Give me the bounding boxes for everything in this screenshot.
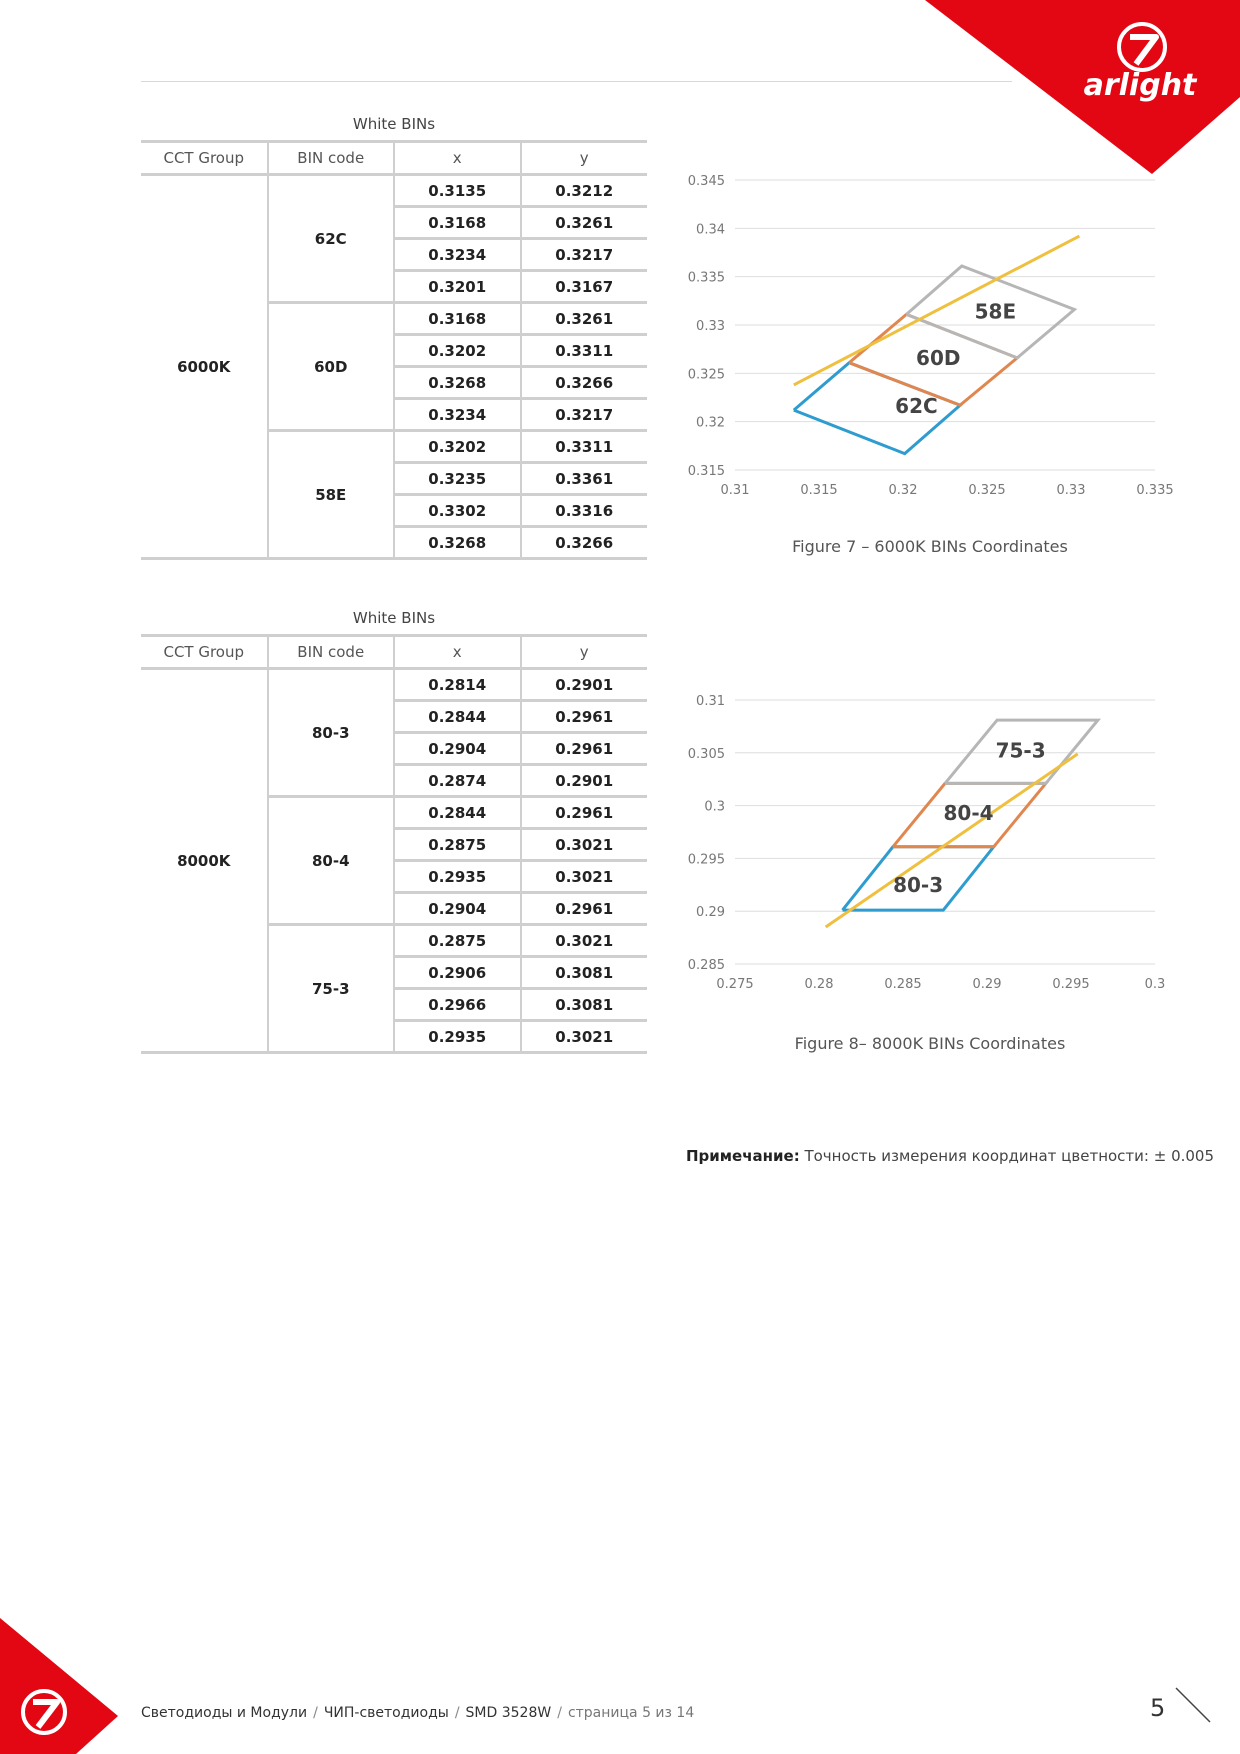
- col-header-bin: BIN code: [268, 142, 395, 175]
- x-cell: 0.3268: [394, 527, 521, 559]
- x-cell: 0.2935: [394, 1021, 521, 1053]
- y-cell: 0.3266: [521, 367, 648, 399]
- x-cell: 0.2935: [394, 861, 521, 893]
- bin-code-cell: 62C: [268, 175, 395, 303]
- y-cell: 0.3266: [521, 527, 648, 559]
- bin-code-cell: 75-3: [268, 925, 395, 1053]
- x-cell: 0.2814: [394, 669, 521, 701]
- y-cell: 0.3261: [521, 303, 648, 335]
- table-row: [141, 175, 647, 207]
- x-cell: 0.3268: [394, 367, 521, 399]
- col-header-cct: CCT Group: [141, 142, 268, 175]
- y-tick-label: 0.345: [687, 174, 725, 189]
- page-number: 5: [1150, 1694, 1166, 1722]
- x-cell: 0.3302: [394, 495, 521, 527]
- footer-breadcrumb: Светодиоды и Модули / ЧИП-светодиоды / SMD 3528W / страница 5 из 14: [141, 1705, 695, 1721]
- y-tick-label: 0.3: [704, 799, 725, 815]
- white-bins-table-6000k: [141, 112, 647, 560]
- y-cell: 0.3021: [521, 829, 648, 861]
- x-tick-label: 0.315: [800, 483, 838, 498]
- col-header-bin: BIN code: [268, 636, 395, 669]
- y-tick-label: 0.295: [687, 852, 725, 868]
- x-tick-label: 0.32: [888, 483, 918, 498]
- bin-label: 62C: [895, 394, 938, 419]
- chart-8000k-bins: [670, 680, 1190, 1000]
- y-tick-label: 0.33: [696, 319, 725, 334]
- y-tick-label: 0.29: [696, 905, 725, 921]
- col-header-cct: CCT Group: [141, 636, 268, 669]
- y-tick-label: 0.32: [696, 415, 725, 431]
- y-cell: 0.3217: [521, 239, 648, 271]
- table-title: White BINs: [352, 115, 436, 133]
- brand-corner-footer: [0, 0, 140, 1754]
- x-cell: 0.2874: [394, 765, 521, 797]
- y-cell: 0.3167: [521, 271, 648, 303]
- x-cell: 0.3135: [394, 175, 521, 207]
- y-cell: 0.3261: [521, 207, 648, 239]
- bin-code-cell: 80-3: [268, 669, 395, 797]
- x-cell: 0.2904: [394, 733, 521, 765]
- y-cell: 0.3021: [521, 861, 648, 893]
- x-tick-label: 0.28: [804, 977, 834, 992]
- y-cell: 0.3021: [521, 925, 648, 957]
- y-tick-label: 0.325: [687, 367, 725, 383]
- figure-caption: Figure 8– 8000K BINs Coordinates: [794, 1034, 1066, 1053]
- col-header-y: y: [521, 142, 648, 175]
- x-cell: 0.2844: [394, 701, 521, 733]
- measurement-note: [686, 1147, 1214, 1165]
- x-cell: 0.3202: [394, 335, 521, 367]
- y-tick-label: 0.315: [687, 464, 725, 479]
- x-cell: 0.3168: [394, 207, 521, 239]
- top-divider: [141, 81, 1012, 82]
- breadcrumb-item[interactable]: Светодиоды и Модули: [141, 1705, 308, 1721]
- x-cell: 0.3168: [394, 303, 521, 335]
- x-tick-label: 0.275: [716, 977, 754, 992]
- breadcrumb-item[interactable]: ЧИП-светодиоды: [323, 1705, 449, 1721]
- x-cell: 0.3202: [394, 431, 521, 463]
- x-tick-label: 0.335: [1136, 483, 1174, 498]
- x-cell: 0.2875: [394, 925, 521, 957]
- y-cell: 0.2961: [521, 893, 648, 925]
- col-header-x: x: [394, 142, 521, 175]
- x-cell: 0.2844: [394, 797, 521, 829]
- chart-6000k-bins: [670, 160, 1190, 505]
- x-tick-label: 0.33: [1056, 483, 1086, 498]
- col-header-x: x: [394, 636, 521, 669]
- x-cell: 0.3235: [394, 463, 521, 495]
- y-tick-label: 0.335: [687, 270, 725, 286]
- bin-label: 75-3: [995, 738, 1046, 763]
- y-cell: 0.3217: [521, 399, 648, 431]
- y-cell: 0.3212: [521, 175, 648, 207]
- bin-code-cell: 60D: [268, 303, 395, 431]
- x-cell: 0.3201: [394, 271, 521, 303]
- x-tick-label: 0.285: [884, 977, 922, 992]
- bins-table: [141, 140, 647, 560]
- page-of-total: страница 5 из 14: [567, 1705, 695, 1721]
- x-tick-label: 0.325: [968, 483, 1006, 498]
- y-cell: 0.2961: [521, 797, 648, 829]
- cct-group-cell: 8000K: [141, 669, 268, 1053]
- x-tick-label: 0.29: [972, 977, 1002, 992]
- y-tick-label: 0.305: [687, 746, 725, 762]
- bin-label: 80-3: [893, 872, 944, 897]
- bin-label: 58E: [974, 299, 1017, 324]
- y-cell: 0.3311: [521, 431, 648, 463]
- table-title: White BINs: [352, 609, 436, 627]
- red-corner-shape: [0, 1618, 118, 1754]
- x-tick-label: 0.3: [1144, 977, 1166, 992]
- page-corner-slash: [1172, 1684, 1214, 1726]
- y-cell: 0.3316: [521, 495, 648, 527]
- figure-caption: Figure 7 – 6000K BINs Coordinates: [792, 537, 1068, 556]
- white-bins-table-8000k: [141, 606, 647, 1054]
- x-tick-label: 0.295: [1052, 977, 1090, 992]
- y-cell: 0.3361: [521, 463, 648, 495]
- x-tick-label: 0.31: [720, 483, 750, 498]
- y-cell: 0.2961: [521, 733, 648, 765]
- x-cell: 0.2906: [394, 957, 521, 989]
- cct-group-cell: 6000K: [141, 175, 268, 559]
- y-cell: 0.3021: [521, 1021, 648, 1053]
- y-cell: 0.2901: [521, 765, 648, 797]
- note-text: Точность измерения координат цветности: ± 0.005: [799, 1147, 1215, 1165]
- y-tick-label: 0.285: [687, 958, 725, 973]
- note-label: Примечание:: [686, 1147, 800, 1165]
- bin-code-cell: 58E: [268, 431, 395, 559]
- col-header-y: y: [521, 636, 648, 669]
- x-cell: 0.2904: [394, 893, 521, 925]
- x-cell: 0.3234: [394, 399, 521, 431]
- bin-code-cell: 80-4: [268, 797, 395, 925]
- x-cell: 0.3234: [394, 239, 521, 271]
- x-cell: 0.2875: [394, 829, 521, 861]
- bins-table: [141, 634, 647, 1054]
- y-cell: 0.2961: [521, 701, 648, 733]
- y-cell: 0.2901: [521, 669, 648, 701]
- arlight-logo-text[interactable]: arlight: [1083, 68, 1197, 103]
- breadcrumb-item[interactable]: SMD 3528W: [465, 1705, 552, 1721]
- table-row: [141, 669, 647, 701]
- y-cell: 0.3081: [521, 989, 648, 1021]
- y-cell: 0.3081: [521, 957, 648, 989]
- y-cell: 0.3311: [521, 335, 648, 367]
- bin-label: 60D: [916, 345, 961, 370]
- y-tick-label: 0.34: [696, 222, 725, 238]
- y-tick-label: 0.31: [696, 694, 725, 709]
- bin-label: 80-4: [943, 800, 994, 825]
- x-cell: 0.2966: [394, 989, 521, 1021]
